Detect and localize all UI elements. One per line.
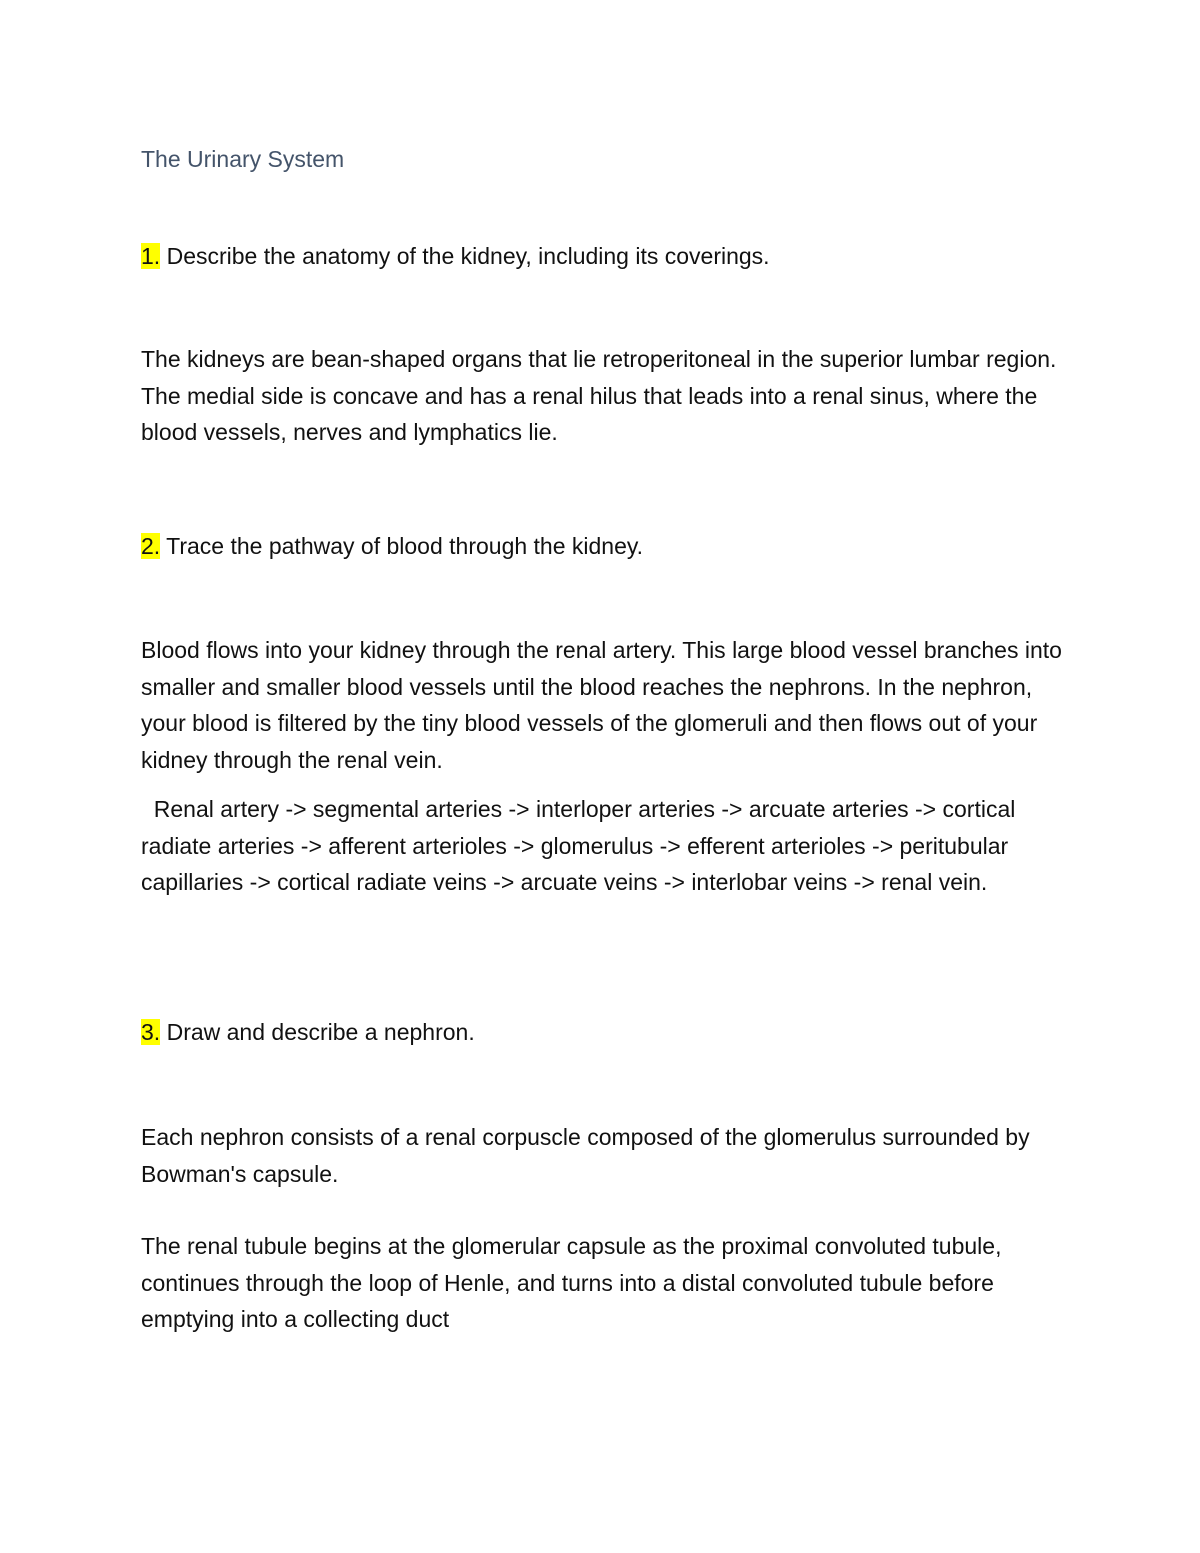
answer-2-paragraph: Blood flows into your kidney through the renal artery. This large blood vessel branches into smaller and smaller blood vessels until the blood reaches the nephrons. In the nephron, your blood is filtered by the tiny blood vessels of the glomeruli and then flows out of your kidney through the renal vein.	[141, 637, 1062, 773]
question-1-text: Describe the anatomy of the kidney, including its coverings.	[160, 243, 770, 269]
answer-3-paragraph-2: The renal tubule begins at the glomerular capsule as the proximal convoluted tubule, continues through the loop of Henle, and turns into a distal convoluted tubule before emptying into a collecting duct	[141, 1233, 1002, 1332]
question-2-text: Trace the pathway of blood through the kidney.	[160, 533, 644, 559]
document-title: The Urinary System	[141, 146, 345, 172]
question-2-number: 2.	[141, 533, 161, 559]
question-3	[141, 1014, 1071, 1051]
question-3-number: 3.	[141, 1019, 161, 1045]
blood-pathway-sequence: Renal artery -> segmental arteries -> interloper arteries -> arcuate arteries -> cortical radiate arteries -> afferent arterioles -> glomerulus -> efferent arterioles -> peritubular capillaries -> cortical radiate veins -> arcuate veins -> interlobar veins -> renal vein.	[141, 796, 1016, 895]
answer-1-paragraph: The kidneys are bean-shaped organs that lie retroperitoneal in the superior lumbar region. The medial side is concave and has a renal hilus that leads into a renal sinus, where the blood vessels, nerves and lymphatics lie.	[141, 346, 1057, 445]
question-3-text: Draw and describe a nephron.	[160, 1019, 475, 1045]
answer-3-paragraph-1: Each nephron consists of a renal corpuscle composed of the glomerulus surrounded by Bowman's capsule.	[141, 1124, 1030, 1187]
question-1-number: 1.	[141, 243, 161, 269]
question-1	[141, 238, 1071, 275]
question-2	[141, 528, 1071, 565]
